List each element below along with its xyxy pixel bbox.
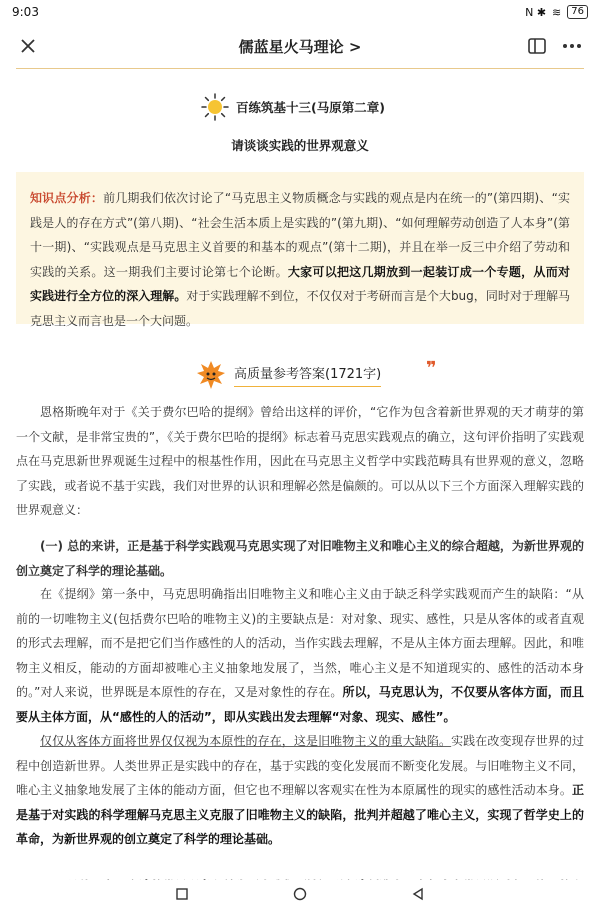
article-content	[0, 70, 600, 880]
more-options-icon[interactable]	[560, 35, 584, 57]
chapter-header	[200, 92, 400, 122]
status-icons	[525, 5, 588, 19]
section-1-paragraph-1	[16, 582, 584, 729]
section-1-p2-text: 实践在改变现存世界的过程中创造新世界。人类世界正是实践中的存在，基于实践的变化发展而不断变化发展。与旧唯物主义不同，唯心主义抽象地发展了主体的能动方面，但它也不理解以客观实在性为本原属性的现实的感性活动本身。	[16, 734, 584, 797]
answer-title: 高质量参考答案(1721字)	[234, 363, 381, 387]
wifi-icon: ≋	[552, 5, 562, 19]
close-icon[interactable]	[14, 32, 42, 60]
account-title[interactable]: 儒蓝星火马理论 >	[238, 37, 362, 56]
answer-header	[196, 358, 446, 392]
title-bar	[0, 24, 600, 68]
chapter-title: 百练筑基十三(马原第二章)	[236, 100, 385, 115]
system-nav-bar	[0, 880, 600, 908]
section-1-p1-emphasis: 所以，马克思认为，不仅要从客体方面，而且要从主体方面，从“感性的人的活动”，即从实践出发去理解“对象、现实、感性”。	[16, 685, 584, 724]
section-1-paragraph-2	[16, 729, 584, 852]
status-time: 9:03	[12, 5, 39, 19]
section-1-heading: (一) 总的来讲，正是基于科学实践观马克思实现了对旧唯物主义和唯心主义的综合超越，为新世界观的创立奠定了科学的理论基础。	[16, 539, 584, 578]
signal-icon: N ✱	[525, 5, 547, 19]
back-icon[interactable]	[408, 886, 428, 902]
burst-icon	[196, 360, 226, 390]
knowledge-analysis-box	[16, 172, 584, 328]
knowledge-text: 前几期我们依次讨论了“马克思主义物质概念与实践的观点是内在统一的”(第四期)、“实践是人的存在方式”(第八期)、“社会生活本质上是实践的”(第九期)、“如何理解劳动创造了人本身”(第十一期)、“实践观点是马克思主义首要的和基本的观点”(第十二期)，并且在举一反三中介绍了劳动和实践的关系。这一期我们主要讨论第七个论断。	[30, 191, 570, 279]
section-1-p1-text: 在《提纲》第一条中，马克思明确指出旧唯物主义和唯心主义由于缺乏科学实践观而产生的缺陷：“从前的一切唯物主义(包括费尔巴哈的唯物主义)的主要缺点是：对对象、现实、感性，只是从客体的或者直观的形式去理解，而不是把它们当作感性的人的活动，当作实践去理解，不是从主体方面去理解。因此，和唯物主义相反，能动的方面却被唯心主义抽象地发展了，当然，唯心主义是不知道现实的、感性的活动本身的。”对人来说，世界既是本原性的存在，又是对象性的存在。	[16, 587, 584, 699]
knowledge-emphasis: 大家可以把这几期放到一起装订成一个专题，从而对实践进行全方位的深入理解。	[30, 264, 570, 303]
knowledge-text-end: 对于实践理解不到位，不仅仅对于考研而言是个大bug，同时对于理解马克思主义而言也是一个大问题。	[30, 289, 570, 328]
status-bar	[0, 0, 600, 24]
battery-icon: 76	[567, 5, 588, 19]
knowledge-label: 知识点分析：	[30, 191, 104, 205]
answer-intro: 恩格斯晚年对于《关于费尔巴哈的提纲》曾给出这样的评价，“它作为包含着新世界观的天才萌芽的第一个文献，是非常宝贵的”，《关于费尔巴哈的提纲》标志着马克思实践观点的确立，这句评价指明了实践观点在马克思新世界观诞生过程中的根基性作用，因此在马克思主义哲学中实践范畴具有世界观的意义，忽略了实践，或者说不基于实践，我们对世界的认识和理解必然是偏颇的。可以从以下三个方面深入理解实践的世界观意义：	[16, 405, 584, 517]
sun-icon	[200, 92, 230, 122]
section-1-p2-underlined: 仅仅从客体方面将世界仅仅视为本原性的存在，这是旧唯物主义的重大缺陷。	[40, 734, 452, 748]
quote-icon: ❜❜	[426, 358, 435, 379]
question-title: 请谈谈实践的世界观意义	[231, 138, 369, 153]
sidebar-panel-icon[interactable]	[526, 35, 548, 57]
article-top-divider	[16, 68, 584, 69]
home-icon[interactable]	[290, 886, 310, 902]
section-1-p2-emphasis: 正是基于对实践的科学理解马克思主义克服了旧唯物主义的缺陷，批判并超越了唯心主义，实现了哲学史上的革命，为新世界观的创立奠定了科学的理论基础。	[16, 783, 584, 846]
recent-apps-icon[interactable]	[172, 886, 192, 902]
